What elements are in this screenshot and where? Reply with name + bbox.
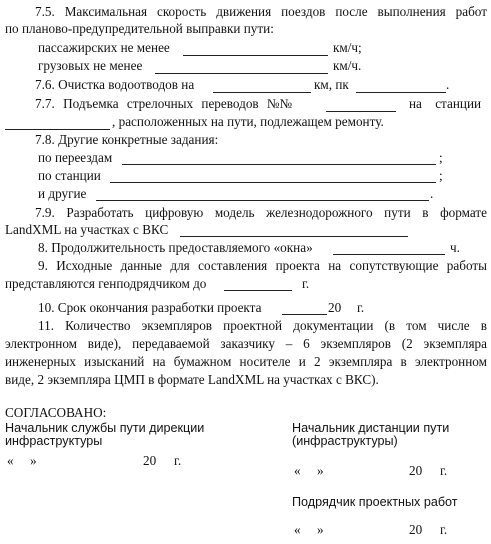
passenger-speed-unit: км/ч; [333,40,362,55]
left-quote-close: » [30,453,37,468]
contractor-quote-open: « [294,522,301,537]
section-7-7-line1: 7.7. Подъемка стрелочных переводов №№ [35,96,293,111]
switch-numbers-field[interactable] [326,111,396,112]
section-7-5-line1: 7.5. Максимальная скорость движения поездов после выполнения работ [35,4,487,19]
section-10-unit: г. [357,300,365,315]
section-7-7-station-label: на станции [409,96,482,111]
drainage-km-field[interactable] [213,92,311,93]
others-field[interactable] [96,200,429,201]
crossings-label: по переездам [38,150,113,165]
others-dot: . [430,186,434,201]
drainage-pk-field[interactable] [356,92,446,93]
section-10-year: 20 [328,300,342,315]
crossings-field[interactable] [122,164,436,165]
approval-title: СОГЛАСОВАНО: [5,405,107,420]
right-year: 20 [409,463,423,478]
contractor-title: Подрядчик проектных работ [292,495,458,509]
contractor-quote-close: » [317,522,324,537]
right-year-unit: г. [440,463,448,478]
right-quote-close: » [317,463,324,478]
section-8-label: 8. Продолжительность предоставляемого «окна» [38,240,313,255]
vks-sections-field[interactable] [180,236,408,237]
deadline-date-field[interactable] [282,314,327,315]
section-11-line1: 11. Количество экземпляров проектной документации (в том числе в [38,318,487,333]
passenger-speed-field[interactable] [183,55,328,56]
section-7-9-line1: 7.9. Разработать цифровую модель железнодорожного пути в формате [35,205,487,220]
left-year-unit: г. [174,453,182,468]
section-7-9-line2: LandXML на участках с ВКС [5,222,169,237]
passenger-speed-label: пассажирских не менее [38,40,170,55]
cargo-speed-label: грузовых не менее [38,58,143,73]
stations-label: по станции [38,168,101,183]
stations-semicolon: ; [439,168,443,183]
section-7-8-title: 7.8. Другие конкретные задания: [35,132,219,147]
right-signatory-title-2: (инфраструктуры) [292,434,398,448]
section-7-5-line2: по планово-предупредительной выправки пути: [5,21,274,36]
left-year: 20 [143,453,157,468]
cargo-speed-unit: км/ч. [333,58,362,73]
right-quote-open: « [294,463,301,478]
window-duration-field[interactable] [333,254,445,255]
section-10-label: 10. Срок окончания разработки проекта [38,300,262,315]
section-8-unit: ч. [450,240,460,255]
others-label: и другие [38,186,87,201]
section-11-line3: инженерных изысканий на бумажном носителе и 2 экземпляра в электронном [5,354,487,369]
section-9-unit: г. [302,276,310,291]
section-11-line2: электронном виде), передаваемой заказчику – 6 экземпляров (2 экземпляра [5,336,487,351]
section-9-line2: представляются генподрядчиком до [5,276,207,291]
section-11-line4: виде, 2 экземпляра ЦМП в формате LandXML на участках с ВКС). [5,372,379,387]
section-7-6-km-pk: км, пк [314,77,349,92]
left-signatory-title-1: Начальник службы пути дирекции [5,421,205,435]
left-quote-open: « [7,453,14,468]
left-signatory-title-2: инфраструктуры [5,434,103,448]
section-7-6-end: . [446,77,450,92]
crossings-semicolon: ; [439,150,443,165]
section-9-line1: 9. Исходные данные для составления проекта на сопутствующие работы [38,258,487,273]
contractor-year-unit: г. [440,522,448,537]
stations-field[interactable] [110,182,436,183]
right-signatory-title-1: Начальник дистанции пути [292,421,450,435]
source-data-date-field[interactable] [224,290,292,291]
cargo-speed-field[interactable] [155,73,328,74]
section-7-6-label: 7.6. Очистка водоотводов на [35,77,195,92]
switch-station-field[interactable] [5,129,110,130]
contractor-year: 20 [409,522,423,537]
section-7-7-line2: , расположенных на пути, подлежащем ремонту. [112,114,384,129]
